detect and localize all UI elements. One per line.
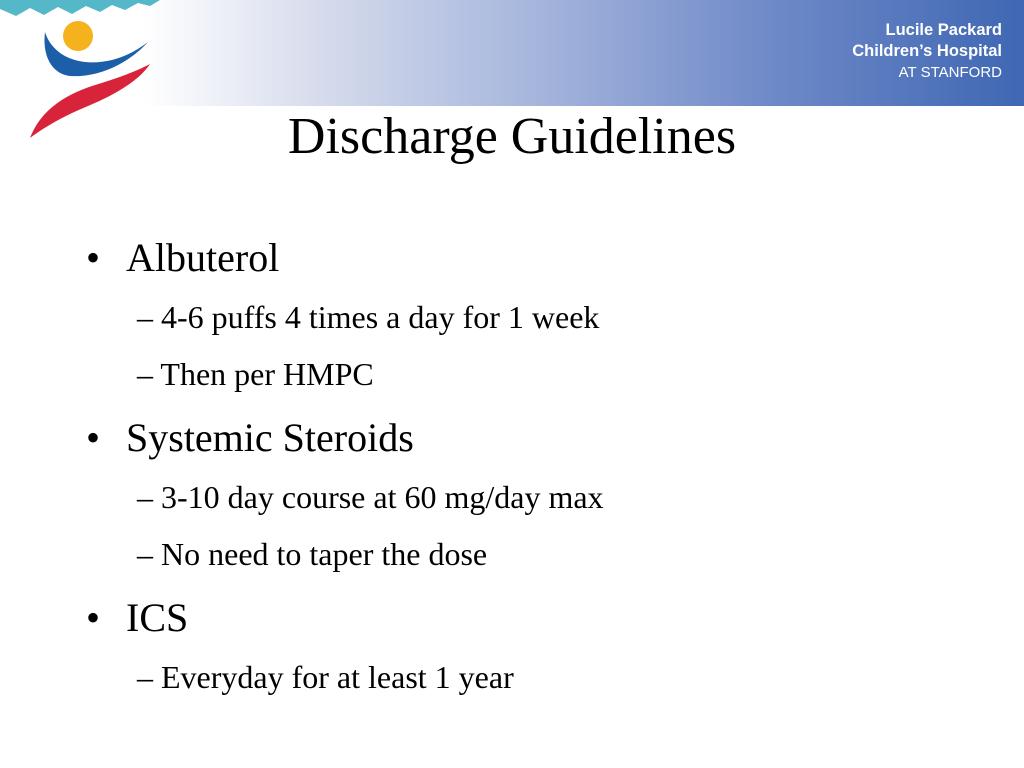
- sub-bullet: – Everyday for at least 1 year: [137, 659, 514, 695]
- sub-bullet: – 4-6 puffs 4 times a day for 1 week: [137, 299, 600, 335]
- brand-line-2: Children’s Hospital: [852, 42, 1002, 60]
- bullet-label: Systemic Steroids: [126, 415, 414, 460]
- bullet-systemic-steroids: [86, 415, 414, 461]
- slide-title: Discharge Guidelines: [287, 108, 737, 165]
- bullet-label: ICS: [126, 595, 189, 640]
- bullet-marker: •: [86, 415, 101, 460]
- brand-line-1: Lucile Packard: [885, 21, 1002, 39]
- bullet-marker: •: [86, 235, 101, 280]
- bullet-albuterol: [86, 235, 280, 281]
- brand-line-3: AT STANFORD: [898, 64, 1002, 81]
- hospital-brand: [852, 20, 1002, 83]
- bullet-ics: [86, 595, 189, 641]
- sub-bullet: – Then per HMPC: [137, 356, 374, 392]
- sub-bullet: – No need to taper the dose: [137, 536, 488, 572]
- bullet-label: Albuterol: [126, 235, 280, 280]
- sub-bullet: – 3-10 day course at 60 mg/day max: [137, 479, 604, 515]
- bullet-marker: •: [86, 595, 101, 640]
